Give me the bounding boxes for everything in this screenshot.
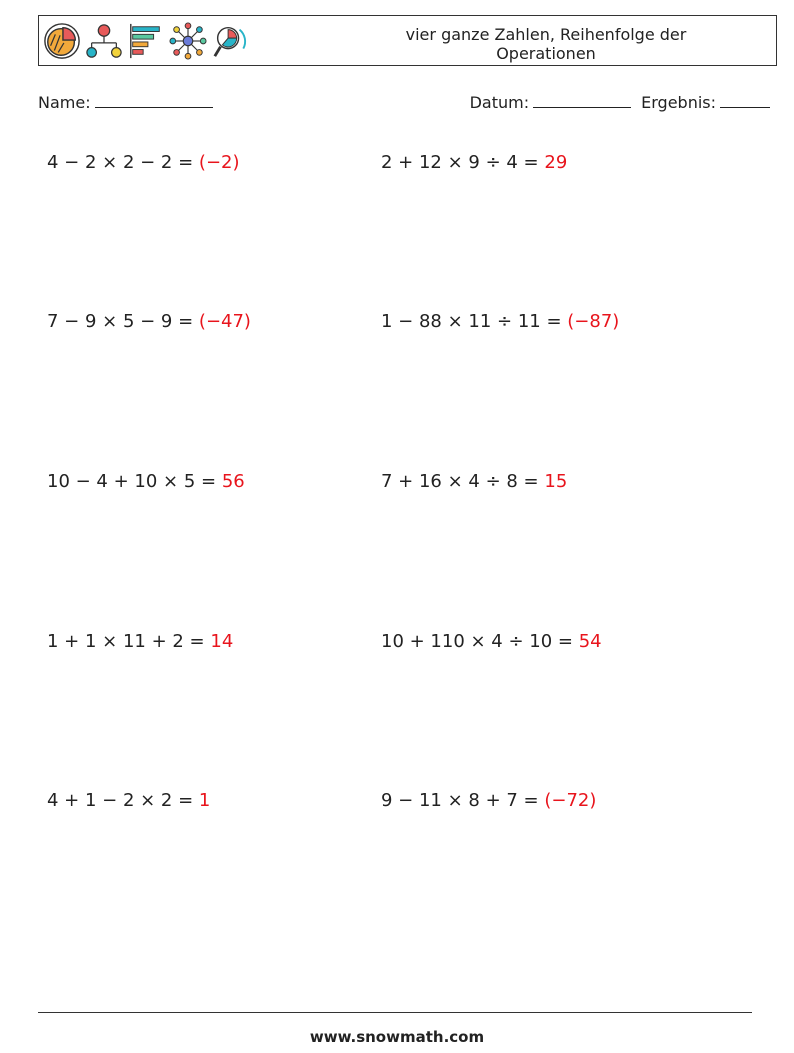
problem-expression: 7 − 9 × 5 − 9 =: [47, 311, 199, 332]
header-icons: [43, 21, 249, 61]
footer-divider: [38, 1012, 752, 1013]
problem-5: [47, 471, 245, 493]
problem-answer: 14: [210, 631, 234, 652]
problem-expression: 1 − 88 × 11 ÷ 11 =: [381, 311, 568, 332]
network-icon: [169, 21, 207, 61]
result-field: [641, 93, 770, 113]
problem-expression: 10 − 4 + 10 × 5 =: [47, 471, 222, 492]
magnifier-chart-icon: [211, 21, 249, 61]
problem-answer: 54: [578, 631, 602, 652]
worksheet-title: vier ganze Zahlen, Reihenfolge der Operationen: [405, 25, 687, 63]
date-result-fields: [470, 93, 770, 113]
problem-expression: 4 + 1 − 2 × 2 =: [47, 790, 199, 811]
pie-chart-icon: [43, 21, 81, 61]
problem-answer: (−72): [544, 790, 597, 811]
problem-9: [47, 790, 210, 812]
problem-answer: 15: [544, 471, 568, 492]
header-box: [38, 15, 777, 66]
problem-answer: 56: [221, 471, 245, 492]
problem-3: [47, 311, 251, 333]
problem-expression: 4 − 2 × 2 − 2 =: [47, 152, 199, 173]
problem-6: [381, 471, 567, 493]
problem-expression: 2 + 12 × 9 ÷ 4 =: [381, 152, 545, 173]
result-blank[interactable]: [720, 93, 770, 108]
problem-answer: (−47): [198, 311, 251, 332]
problem-expression: 7 + 16 × 4 ÷ 8 =: [381, 471, 545, 492]
result-label: Ergebnis:: [641, 93, 716, 112]
name-field: [38, 93, 213, 113]
problem-answer: 29: [544, 152, 568, 173]
org-chart-icon: [85, 21, 123, 61]
problem-1: [47, 152, 240, 174]
problem-10: [381, 790, 596, 812]
problem-8: [381, 631, 602, 653]
name-label: Name:: [38, 93, 91, 112]
name-blank[interactable]: [95, 93, 213, 108]
problem-answer: (−87): [567, 311, 620, 332]
bar-chart-icon: [127, 21, 165, 61]
problem-expression: 10 + 110 × 4 ÷ 10 =: [381, 631, 579, 652]
problem-answer: (−2): [198, 152, 240, 173]
footer-website[interactable]: www.snowmath.com: [309, 1028, 485, 1046]
problem-4: [381, 311, 619, 333]
date-label: Datum:: [469, 93, 530, 112]
problem-7: [47, 631, 233, 653]
problem-expression: 1 + 1 × 11 + 2 =: [47, 631, 211, 652]
date-blank[interactable]: [533, 93, 631, 108]
date-field: [470, 93, 632, 113]
problem-expression: 9 − 11 × 8 + 7 =: [381, 790, 545, 811]
problem-answer: 1: [198, 790, 211, 811]
problem-2: [381, 152, 567, 174]
